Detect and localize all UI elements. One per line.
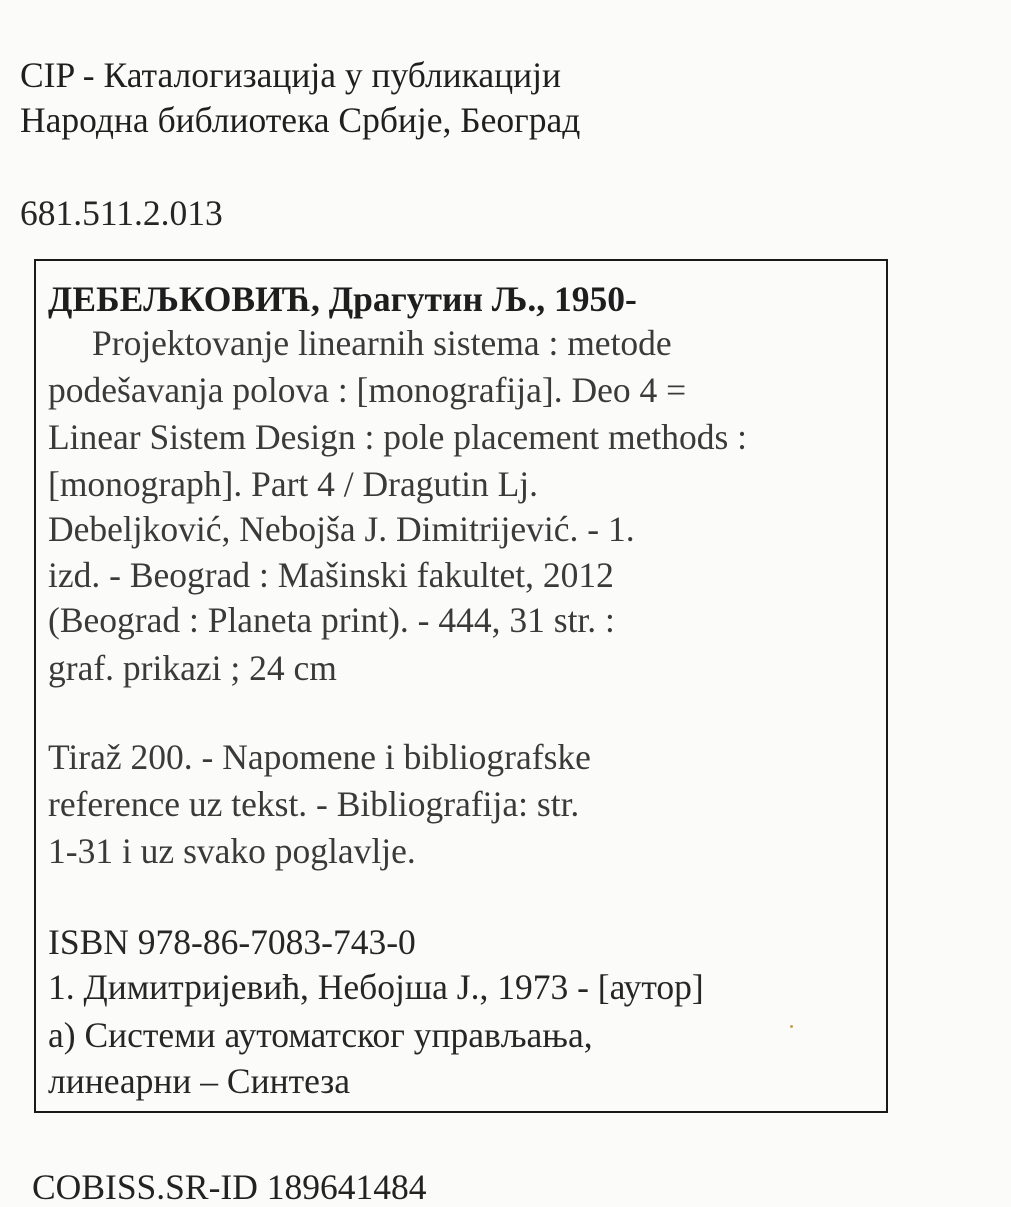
notes-line-1: Tiraž 200. - Napomene i bibliografske: [48, 737, 591, 777]
description-line-5: Debeljković, Nebojša J. Dimitrijević. - 1.: [48, 509, 635, 549]
description-line-1: Projektovanje linearnih sistema : metode: [92, 323, 672, 363]
author-heading: ДЕБЕЉКОВИЋ, Драгутин Љ., 1950-: [48, 279, 637, 319]
tracing-line-1: 1. Димитријевић, Небојша Ј., 1973 - [аутор]: [48, 967, 704, 1007]
notes-line-2: reference uz tekst. - Bibliografija: str.: [48, 784, 580, 824]
notes-line-3: 1-31 i uz svako poglavlje.: [48, 831, 416, 871]
tracing-line-3: линеарни – Синтеза: [48, 1061, 351, 1101]
description-line-6: izd. - Beograd : Mašinski fakultet, 2012: [48, 555, 614, 595]
description-line-7: (Beograd : Planeta print). - 444, 31 str. :: [48, 600, 615, 640]
isbn: ISBN 978-86-7083-743-0: [48, 922, 416, 962]
description-line-4: [monograph]. Part 4 / Dragutin Lj.: [48, 464, 538, 504]
ink-speck: [790, 1025, 793, 1028]
description-line-8: graf. prikazi ; 24 cm: [48, 648, 337, 688]
udc-code: 681.511.2.013: [20, 193, 223, 233]
description-line-3: Linear Sistem Design : pole placement methods :: [48, 417, 747, 457]
cip-heading: CIP - Каталогизација у публикацији: [20, 55, 561, 95]
description-line-2: podešavanja polova : [monografija]. Deo 4 =: [48, 370, 687, 410]
cobiss-id: COBISS.SR-ID 189641484: [32, 1167, 427, 1207]
tracing-line-2: а) Системи аутоматског управљања,: [48, 1015, 593, 1055]
library-name: Народна библиотека Србије, Београд: [20, 100, 581, 140]
